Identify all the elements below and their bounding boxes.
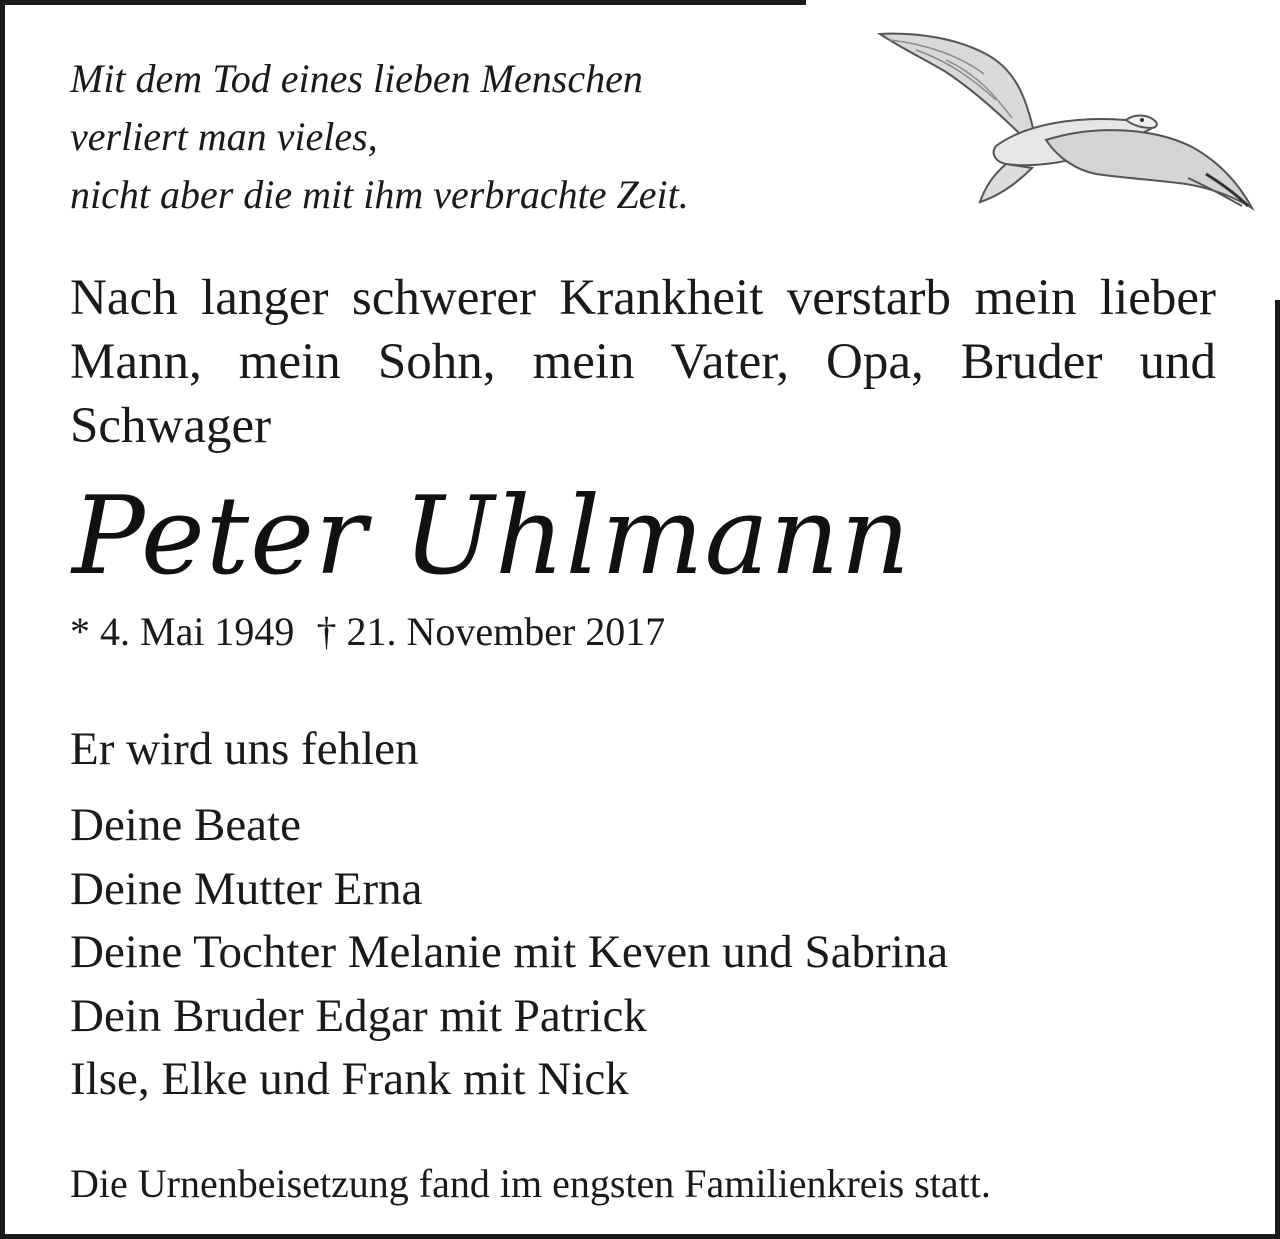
family-list: [70, 794, 948, 1112]
seagull-icon: [876, 28, 1256, 213]
memorial-quote: [70, 50, 689, 224]
family-member: Deine Beate: [70, 799, 301, 851]
miss-text: Er wird uns fehlen: [70, 723, 419, 775]
frame-top-line: [0, 0, 806, 5]
intro-text: Nach langer schwerer Krankheit verstarb mein lieber Mann, mein Sohn, mein Vater, Opa, Bruder und Schwager: [70, 270, 1216, 454]
quote-line: verliert man vieles,: [70, 114, 378, 159]
quote-line: nicht aber die mit ihm verbrachte Zeit.: [70, 172, 689, 217]
family-member: Deine Tochter Melanie mit Keven und Sabrina: [70, 926, 949, 978]
birth-date: * 4. Mai 1949: [70, 609, 295, 654]
burial-note: Die Urnenbeisetzung fand im engsten Familienkreis statt.: [70, 1161, 991, 1206]
life-dates: [70, 604, 665, 660]
family-member: Deine Mutter Erna: [70, 862, 423, 915]
frame-right-line: [1275, 300, 1280, 1239]
quote-line: Mit dem Tod eines lieben Menschen: [70, 56, 643, 101]
frame-left-line: [0, 0, 5, 1239]
family-member: Dein Bruder Edgar mit Patrick: [70, 989, 647, 1042]
family-member: Ilse, Elke und Frank mit Nick: [70, 1053, 629, 1105]
deceased-name: Peter Uhlmann: [72, 474, 912, 599]
death-date: † 21. November 2017: [316, 609, 666, 654]
frame-bottom-line: [0, 1234, 1280, 1239]
